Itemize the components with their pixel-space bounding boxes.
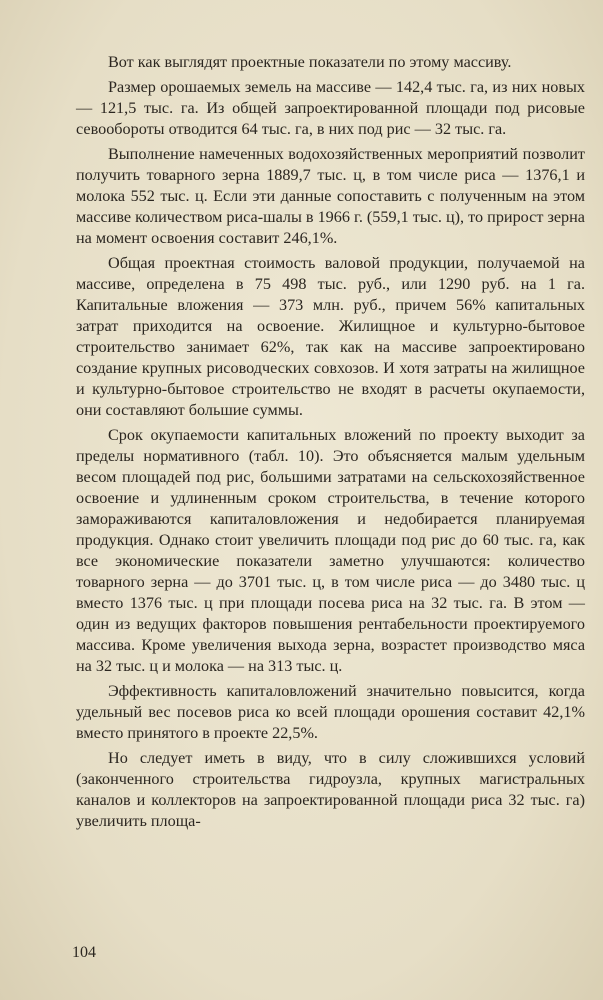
page-number: 104 bbox=[72, 944, 96, 961]
paragraph-payback-period: Срок окупаемости капитальных вложений по проекту выходит за пределы нормативного (табл. 10). Это объясняется малым удельным весом площадей под рис, большими затратами на сельскохозяйственное освоение и удлиненным сроком строительства, в течение которого замораживаются капиталовложения и недобирается планируемая продукция. Однако стоит увеличить площади под рис до 60 тыс. га, как все экономические показатели заметно улучшаются: количество товарного зерна — до 3701 тыс. ц, в том числе риса — до 3480 тыс. ц вместо 1376 тыс. ц при площади посева риса на 32 тыс. га. В этом — один из ведущих факторов повышения рентабельности проектируемого массива. Кроме увеличения выхода зерна, возрастет производство мяса на 32 тыс. ц и молока — на 313 тыс. ц. bbox=[76, 426, 585, 675]
paragraph-investment-efficiency: Эффективность капиталовложений значительно повысится, когда удельный вес посевов риса ко всей площади орошения составит 42,1% вместо принятого в проекте 22,5%. bbox=[76, 682, 585, 742]
paragraph-grain-output: Выполнение намеченных водохозяйственных мероприятий позволит получить товарного зерна 1889,7 тыс. ц, в том числе риса — 1376,1 и молока 552 тыс. ц. Если эти данные сопоставить с полученным на этом массиве количеством риса-шалы в 1966 г. (559,1 тыс. ц), то прирост зерна на момент освоения составит 246,1%. bbox=[76, 145, 585, 247]
paragraph-irrigated-land: Размер орошаемых земель на массиве — 142,4 тыс. га, из них новых — 121,5 тыс. га. Из общей запроектированной площади под рисовые севообороты отводится 64 тыс. га, в них под рис — 32 тыс. га. bbox=[76, 78, 585, 138]
paragraph-project-cost: Общая проектная стоимость валовой продукции, получаемой на массиве, определена в 75 498 тыс. руб., или 1290 руб. на 1 га. Капитальные вложения — 373 млн. руб., причем 56% капитальных затрат приходится на освоение. Жилищное и культурно-бытовое строительство занимает 62%, так как на массиве запроектировано создание крупных рисоводческих совхозов. И хотя затраты на жилищное и культурно-бытовое строительство не входят в расчеты окупаемости, они составляют большие суммы. bbox=[76, 254, 585, 419]
paragraph-intro: Вот как выглядят проектные показатели по этому массиву. bbox=[108, 53, 512, 71]
paragraph-conditions: Но следует иметь в виду, что в силу сложившихся условий (законченного строительства гидроузла, крупных магистральных каналов и коллекторов на запроектированной площади риса 32 тыс. га) увеличить площа- bbox=[76, 749, 585, 830]
